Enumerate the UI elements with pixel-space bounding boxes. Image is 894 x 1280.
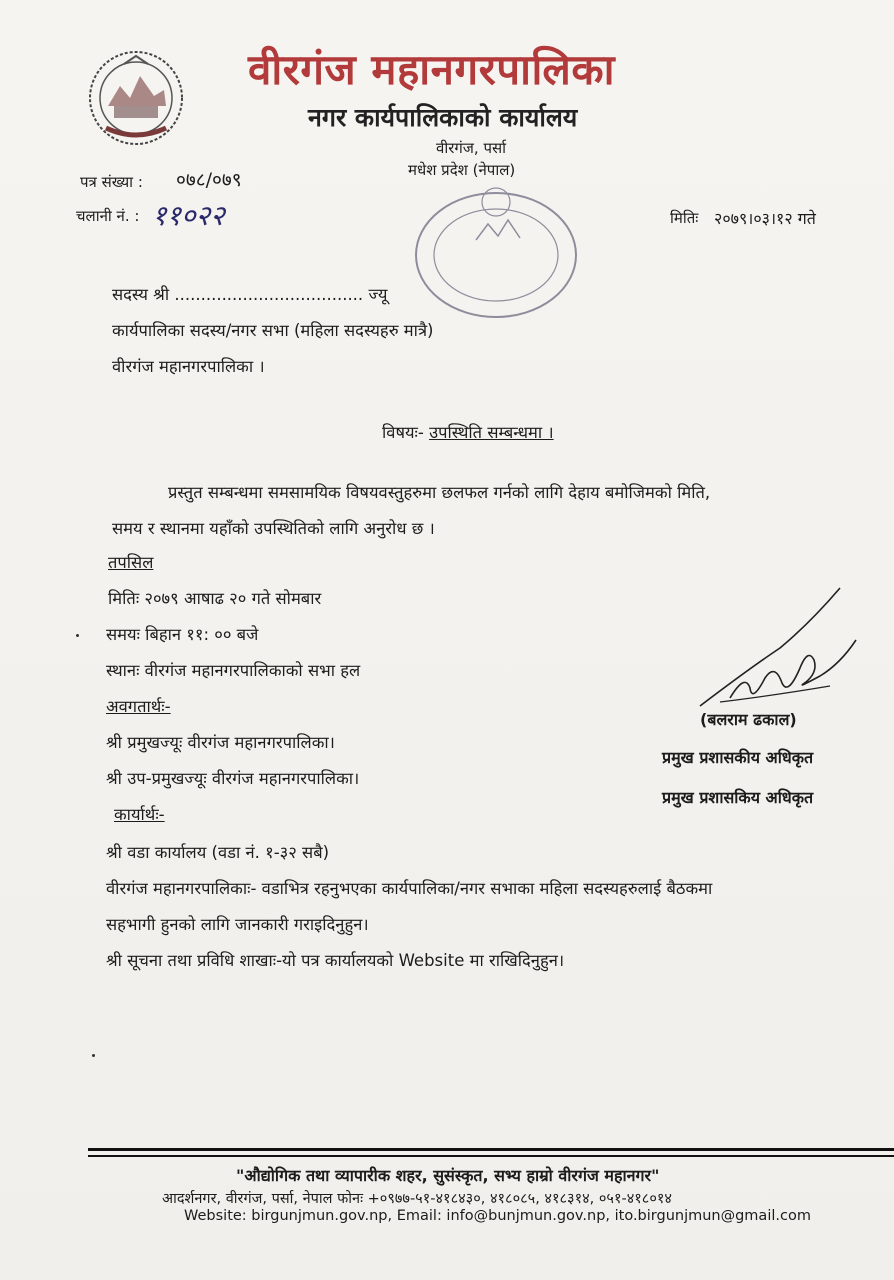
date-value: २०७९।०३।१२ गते: [714, 209, 816, 228]
date-label: मितिः: [670, 209, 699, 227]
meeting-time: समयः बिहान ११: ०० बजे: [106, 625, 259, 644]
action-recipient-3: श्री सूचना तथा प्रविधि शाखाः-यो पत्र कार्यालयको Website मा राखिदिनुहुन।: [106, 951, 565, 970]
recipient-prefix: सदस्य श्री: [112, 285, 170, 304]
recipient-line-1: [112, 282, 387, 305]
info-heading: अवगतार्थः-: [106, 697, 171, 716]
details-heading: तपसिल: [108, 553, 154, 572]
signatory-title-2: प्रमुख प्रशासकिय अधिकृत: [662, 788, 814, 807]
footer-slogan: "औद्योगिक तथा व्यापारीक शहर, सुसंस्कृत, सभ्य हाम्रो वीरगंज महानगर": [236, 1166, 660, 1185]
address-line-1: वीरगंज, पर्सा: [436, 139, 507, 157]
letter-no-value: ०७८/०७९: [176, 169, 242, 191]
meeting-date: मितिः २०७९ आषाढ २० गते सोमबार: [108, 589, 322, 608]
dispatch-no-value: ११०२२: [152, 199, 225, 232]
info-recipient-2: श्री उप-प्रमुखज्यूः वीरगंज महानगरपालिका।: [106, 769, 360, 788]
recipient-line-2: कार्यपालिका सदस्य/नगर सभा (महिला सदस्यहरु मात्रै): [112, 321, 434, 340]
letter-no-label: पत्र संख्या :: [80, 173, 143, 191]
action-recipient-2-line-1: वीरगंज महानगरपालिकाः- वडाभित्र रहनुभएका कार्यपालिका/नगर सभाका महिला सदस्यहरुलाई बैठकमा: [106, 879, 713, 898]
recipient-line-3: वीरगंज महानगरपालिका ।: [112, 357, 265, 376]
footer-divider-thin: [88, 1155, 894, 1157]
action-recipient-2-line-2: सहभागी हुनको लागि जानकारी गराइदिनुहुन।: [106, 915, 369, 934]
footer-contact: आदर्शनगर, वीरगंज, पर्सा, नेपाल फोनः +०९७७-५१-४१८४३०, ४१८०८५, ४१८३१४, ०५१-४१८०१४: [162, 1191, 672, 1207]
action-heading: कार्यार्थः-: [114, 805, 165, 824]
municipality-emblem-icon: [84, 46, 188, 150]
footer-website-email: Website: birgunjmun.gov.np, Email: info@bunjmun.gov.np, ito.birgunjmun@gmail.com: [184, 1208, 811, 1224]
dispatch-no-label: चलानी नं. :: [76, 207, 140, 225]
office-stamp-icon: [408, 180, 584, 330]
signatory-name: (बलराम ढकाल): [700, 710, 797, 729]
office-name: नगर कार्यपालिकाको कार्यालय: [308, 103, 578, 132]
recipient-name-blank: ....................................: [174, 285, 364, 304]
body-paragraph-line-2: समय र स्थानमा यहाँको उपस्थितिको लागि अनुरोध छ ।: [112, 519, 435, 538]
footer-divider-thick: [88, 1148, 894, 1151]
subject-label: विषयः-: [382, 423, 424, 442]
handwritten-signature-icon: [690, 578, 870, 718]
page-title: वीरगंज महानगरपालिका: [248, 45, 615, 94]
meeting-place: स्थानः वीरगंज महानगरपालिकाको सभा हल: [106, 661, 361, 680]
signatory-title-1: प्रमुख प्रशासकीय अधिकृत: [662, 748, 814, 767]
recipient-suffix: ज्यू: [368, 285, 388, 304]
subject-text: उपस्थिति सम्बन्धमा ।: [429, 423, 554, 442]
action-recipient-1: श्री वडा कार्यालय (वडा नं. १-३२ सबै): [106, 843, 330, 862]
info-recipient-1: श्री प्रमुखज्यूः वीरगंज महानगरपालिका।: [106, 733, 335, 752]
body-paragraph-line-1: प्रस्तुत सम्बन्धमा समसामयिक विषयवस्तुहरुमा छलफल गर्नको लागि देहाय बमोजिमको मिति,: [168, 483, 711, 502]
address-line-2: मधेश प्रदेश (नेपाल): [408, 161, 516, 179]
subject-line: [382, 420, 554, 443]
